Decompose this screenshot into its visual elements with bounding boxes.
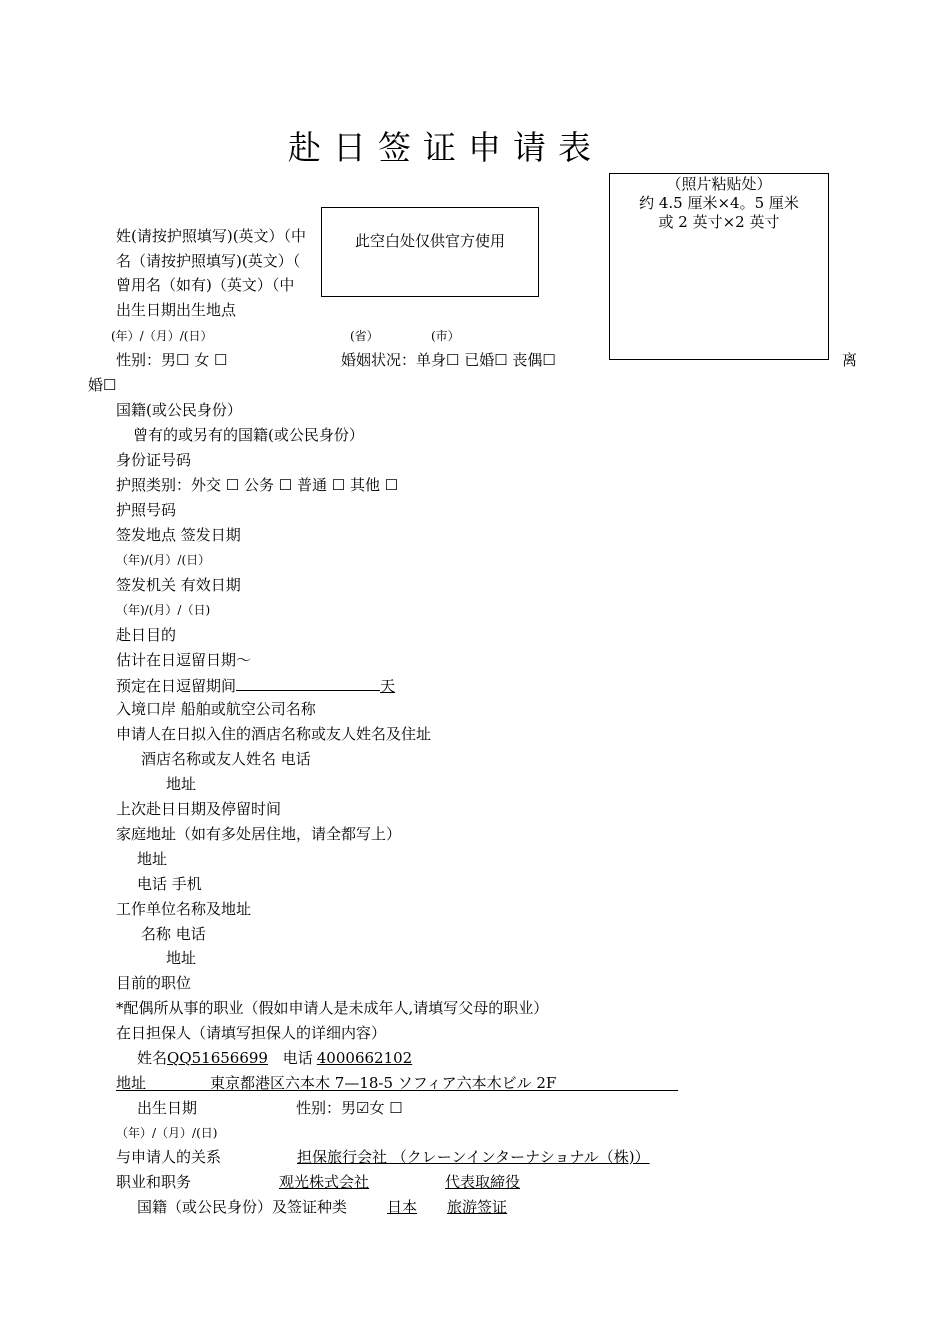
- nat-visa-label: 国籍（或公民身份）及签证种类: [137, 1198, 348, 1216]
- field-position: 目前的职位: [116, 974, 192, 992]
- guarantor-phone-value: 4000662102: [316, 1049, 413, 1067]
- field-stay-dates: 估计在日逗留日期～: [116, 651, 252, 669]
- field-divorced-b: 婚☐: [88, 376, 117, 394]
- job-title: 代表取締役: [445, 1173, 521, 1191]
- guarantor-sex: 性别：男☑女 ☐: [296, 1099, 403, 1117]
- field-issuing-authority: 签发机关 有效日期: [116, 576, 241, 594]
- field-id-number: 身份证号码: [116, 451, 192, 469]
- relation-value: 担保旅行会社 （クレーンインターナショナル（株)）: [297, 1148, 650, 1166]
- field-home-address-heading: 家庭地址（如有多处居住地，请全都写上）: [116, 825, 402, 843]
- guarantor-date-hint: （年）/（月）/(日): [116, 1126, 218, 1140]
- photo-box-line3: 或 2 英寸×2 英寸: [658, 213, 780, 231]
- field-employer-heading: 工作单位名称及地址: [116, 900, 252, 918]
- field-former-nationality: 曾有的或另有的国籍(或公民身份）: [133, 426, 364, 444]
- field-hotel-heading: 申请人在日拟入住的酒店名称或友人姓名及住址: [116, 725, 432, 743]
- job-company: 观光株式会社: [279, 1173, 370, 1191]
- guarantor-name-value: QQ51656699: [167, 1049, 268, 1067]
- visa-value: 旅游签证: [447, 1198, 508, 1216]
- field-given-name: 名（请按护照填写)(英文）（: [116, 252, 301, 270]
- official-use-box: [321, 207, 539, 297]
- field-last-visit: 上次赴日日期及停留时间: [116, 800, 282, 818]
- date-hint-1: （年)/(月）/(日）: [116, 553, 211, 567]
- guarantor-address-label: 地址: [116, 1074, 147, 1092]
- field-passport-number: 护照号码: [116, 501, 177, 519]
- field-home-phone: 电话 手机: [137, 875, 202, 893]
- photo-box: [609, 173, 829, 360]
- field-surname: 姓(请按护照填写)(英文）（中: [116, 227, 307, 245]
- field-employer-name: 名称 电话: [141, 925, 206, 943]
- field-home-address: 地址: [137, 850, 168, 868]
- field-employer-address: 地址: [166, 949, 197, 967]
- field-marital: 婚姻状况：单身☐ 已婚☐ 丧偶☐: [341, 351, 556, 369]
- official-use-text: 此空白处仅供官方使用: [354, 232, 505, 250]
- stay-period-unit: 天: [380, 677, 396, 695]
- guarantor-name-row: [137, 1048, 412, 1068]
- field-purpose: 赴日目的: [116, 626, 177, 644]
- guarantor-birth: 出生日期: [137, 1099, 198, 1117]
- relation-label: 与申请人的关系: [116, 1148, 222, 1166]
- field-sex: 性别：男☐ 女 ☐: [116, 351, 228, 369]
- guarantor-address-row: [116, 1073, 678, 1091]
- field-issue-place-date: 签发地点 签发日期: [116, 526, 241, 544]
- birth-date-hint: (年）/（月）/(日）: [111, 329, 213, 343]
- field-stay-period: [116, 675, 395, 696]
- field-passport-type: 护照类别：外交 ☐ 公务 ☐ 普通 ☐ 其他 ☐: [116, 476, 399, 494]
- relation-row: [116, 1147, 650, 1167]
- field-guarantor-heading: 在日担保人（请填写担保人的详细内容）: [116, 1024, 387, 1042]
- field-birth: 出生日期出生地点: [116, 301, 237, 319]
- city-hint: (市）: [431, 329, 460, 343]
- nat-visa-row: [137, 1197, 763, 1217]
- field-former-name: 曾用名（如有)（英文）（中: [116, 276, 295, 294]
- field-spouse-job: *配偶所从事的职业（假如申请人是未成年人,请填写父母的职业）: [116, 999, 549, 1017]
- date-hint-2: （年)/(月）/（日): [116, 603, 211, 617]
- field-hotel-name: 酒店名称或友人姓名 电话: [141, 750, 311, 768]
- job-row: [116, 1172, 520, 1192]
- field-entry-port: 入境口岸 船舶或航空公司名称: [116, 700, 316, 718]
- photo-box-line2: 约 4.5 厘米×4。5 厘米: [639, 194, 799, 212]
- guarantor-name-label: 姓名: [137, 1049, 168, 1067]
- stay-period-blank: [236, 675, 380, 691]
- guarantor-address-value: 東京都港区六本木 7—18-5 ソフィア六本木ビル 2F: [210, 1074, 557, 1092]
- form-title: 赴日签证申请表: [288, 128, 603, 167]
- guarantor-phone-label: 电话: [282, 1049, 313, 1067]
- stay-period-label: 预定在日逗留期间: [116, 677, 237, 695]
- job-label: 职业和职务: [116, 1173, 192, 1191]
- photo-box-line1: （照片粘贴处）: [666, 175, 772, 193]
- province-hint: (省）: [350, 329, 379, 343]
- field-nationality: 国籍(或公民身份）: [116, 401, 242, 419]
- field-divorced-a: 离: [842, 351, 858, 369]
- field-hotel-address: 地址: [166, 775, 197, 793]
- nat-value: 日本: [387, 1198, 418, 1216]
